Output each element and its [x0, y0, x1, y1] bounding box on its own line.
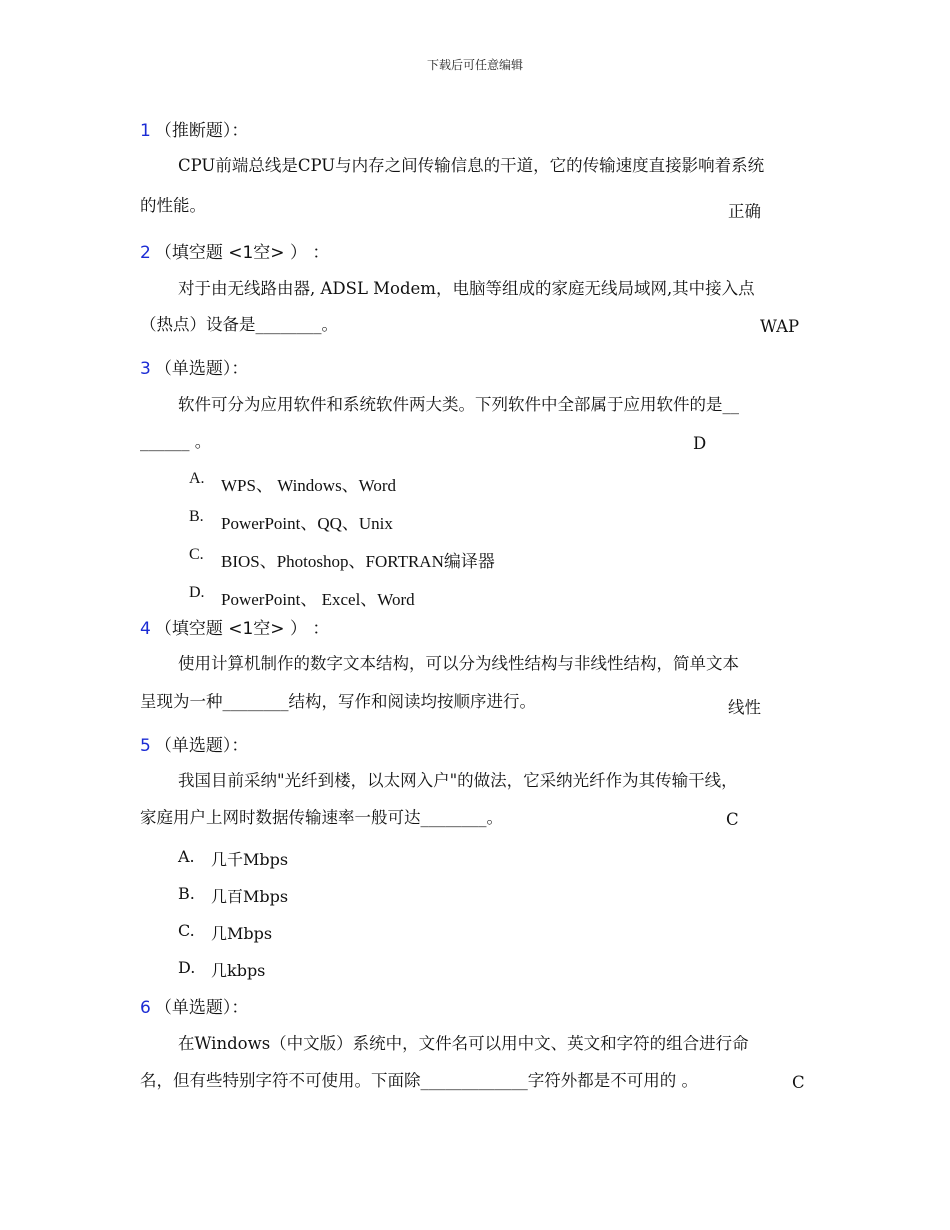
question-type: （单选题）：: [154, 736, 249, 756]
question-heading: [140, 614, 329, 639]
question-type: （单选题）：: [154, 998, 249, 1018]
option-text: 几百Mbps: [211, 887, 289, 906]
option-letter: A.: [189, 470, 205, 487]
question-text: CPU前端总线是CPU与内存之间传输信息的干道，它的传输速度直接影响着系统: [178, 156, 765, 175]
question-text: 的性能。: [140, 196, 206, 215]
option-letter: D.: [189, 584, 205, 601]
question-text: 家庭用户上网时数据传输速率一般可达________。: [140, 808, 503, 827]
question-answer: D: [693, 434, 707, 453]
question-number: 5: [140, 736, 151, 756]
question-type: （推断题）：: [154, 121, 249, 141]
question-text: 软件可分为应用软件和系统软件两大类。下列软件中全部属于应用软件的是__: [178, 395, 739, 414]
option-letter: C.: [189, 546, 204, 563]
option-text: 几Mbps: [211, 924, 273, 943]
option-letter: B.: [189, 508, 204, 525]
question-type: （填空题 <1空> ） ：: [154, 619, 330, 639]
question-number: 6: [140, 998, 151, 1018]
question-text: ______ 。: [140, 432, 212, 451]
question-answer: WAP: [760, 317, 800, 336]
question-heading: [140, 731, 248, 756]
question-number: 3: [140, 359, 151, 379]
option-text: PowerPoint、QQ、Unix: [221, 514, 393, 533]
question-answer: C: [792, 1073, 805, 1092]
question-answer: 正确: [728, 202, 761, 221]
option-text: 几千Mbps: [211, 850, 289, 869]
question-text: （热点）设备是________。: [140, 315, 338, 334]
question-heading: [140, 993, 248, 1018]
page-header: 下载后可任意编辑: [426, 58, 523, 72]
option-text: BIOS、Photoshop、FORTRAN编译器: [221, 552, 495, 571]
option-text: PowerPoint、 Excel、Word: [221, 590, 415, 609]
question-heading: [140, 116, 248, 141]
question-type: （填空题 <1空> ） ：: [154, 243, 330, 263]
question-heading: [140, 238, 329, 263]
question-type: （单选题）：: [154, 359, 249, 379]
question-number: 4: [140, 619, 151, 639]
question-answer: 线性: [728, 698, 761, 717]
option-text: WPS、 Windows、Word: [221, 476, 397, 495]
question-answer: C: [726, 810, 739, 829]
option-letter: C.: [178, 921, 195, 940]
question-text: 我国目前采纳"光纤到楼，以太网入户"的做法，它采纳光纤作为其传输干线，: [178, 771, 738, 790]
option-letter: B.: [178, 884, 195, 903]
question-number: 2: [140, 243, 151, 263]
question-text: 使用计算机制作的数字文本结构，可以分为线性结构与非线性结构，简单文本: [178, 654, 739, 673]
option-letter: A.: [178, 847, 195, 866]
question-number: 1: [140, 121, 151, 141]
question-text: 对于由无线路由器, ADSL Modem，电脑等组成的家庭无线局域网,其中接入点: [178, 279, 755, 298]
question-text: 名，但有些特别字符不可使用。下面除_____________字符外都是不可用的 。: [140, 1071, 698, 1090]
question-text: 呈现为一种________结构，写作和阅读均按顺序进行。: [140, 692, 536, 711]
option-letter: D.: [178, 958, 196, 977]
question-heading: [140, 354, 248, 379]
option-text: 几kbps: [211, 961, 266, 980]
question-text: 在Windows（中文版）系统中，文件名可以用中文、英文和字符的组合进行命: [178, 1034, 749, 1053]
